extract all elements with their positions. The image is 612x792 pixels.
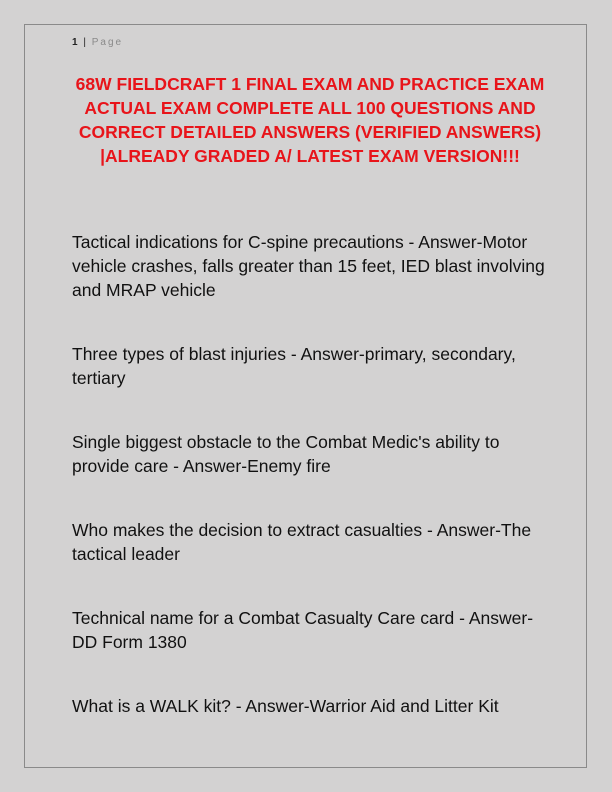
qa-item: Technical name for a Combat Casualty Care card - Answer-DD Form 1380 <box>72 608 534 652</box>
qa-item: Tactical indications for C-spine precautions - Answer-Motor vehicle crashes, falls greater than 15 feet, IED blast involving and MRAP vehicle <box>72 232 545 300</box>
page-number <box>72 37 123 48</box>
document-page <box>24 24 587 768</box>
qa-item: Three types of blast injuries - Answer-primary, secondary, tertiary <box>72 344 516 388</box>
qa-item: What is a WALK kit? - Answer-Warrior Aid and Litter Kit <box>72 696 499 716</box>
document-title: 68W FIELDCRAFT 1 FINAL EXAM AND PRACTICE EXAM ACTUAL EXAM COMPLETE ALL 100 QUESTIONS AND CORRECT DETAILED ANSWERS (VERIFIED ANSWERS) |ALREADY GRADED A/ LATEST EXAM VERSION!!! <box>75 74 545 166</box>
qa-item: Who makes the decision to extract casualties - Answer-The tactical leader <box>72 520 532 564</box>
page-number-value: 1 <box>72 37 79 48</box>
qa-item: Single biggest obstacle to the Combat Medic's ability to provide care - Answer-Enemy fire <box>72 432 500 476</box>
page-number-separator: | <box>83 37 87 48</box>
page-number-label: Page <box>91 37 124 48</box>
